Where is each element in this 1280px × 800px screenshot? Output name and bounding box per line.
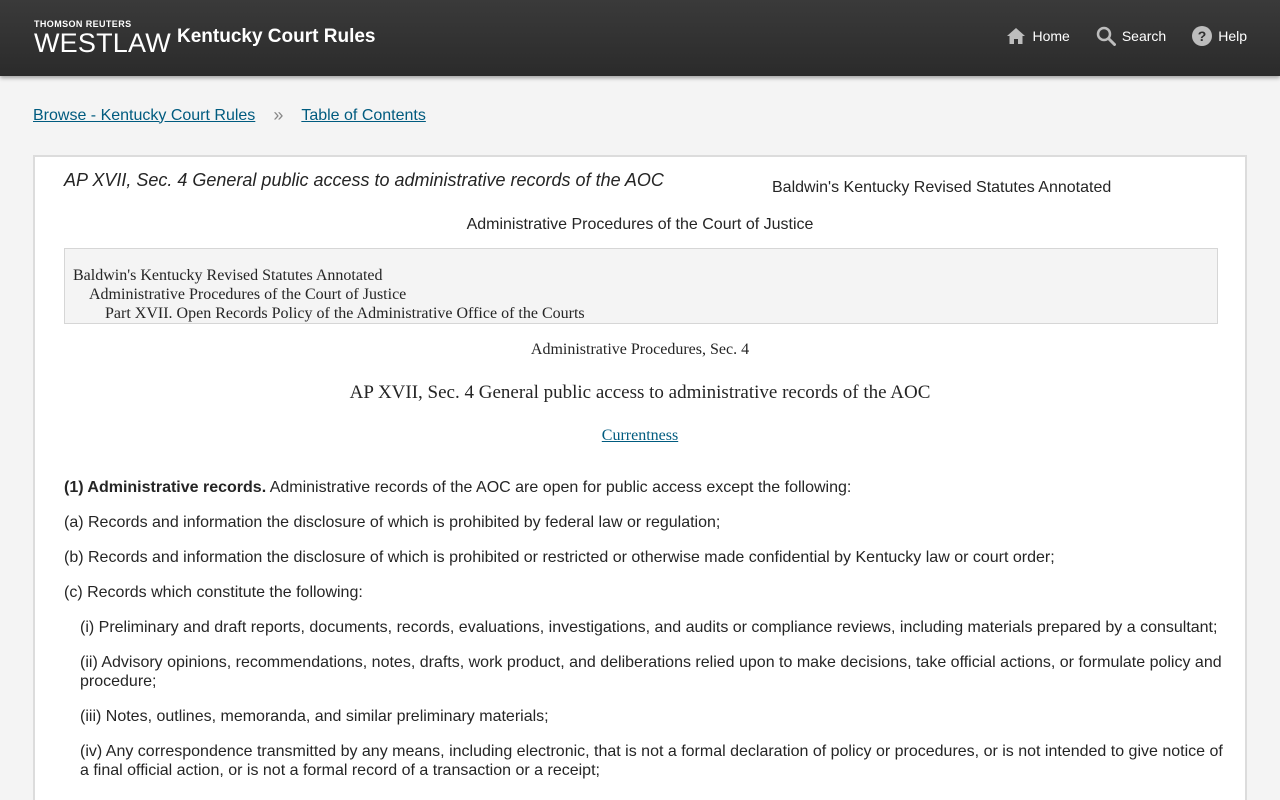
paragraph-c-iii: (iii) Notes, outlines, memoranda, and similar preliminary materials; [80,708,549,725]
breadcrumb [33,105,426,126]
document-hierarchy [64,248,1218,324]
nav-search-button[interactable] [1096,26,1166,46]
help-icon [1192,26,1212,46]
publication-subtitle: Administrative Procedures of the Court of Justice [466,216,814,233]
document-panel [33,155,1247,800]
hierarchy-level-3: Part XVII. Open Records Policy of the Administrative Office of the Courts [105,305,585,322]
paragraph-1 [64,478,1224,497]
hierarchy-level-2: Administrative Procedures of the Court of Justice [89,286,407,303]
nav-home-label: Home [1032,28,1070,44]
document-title: AP XVII, Sec. 4 General public access to administrative records of the AOC [64,170,664,190]
top-header [0,0,1280,76]
svg-text:?: ? [1197,28,1207,44]
citation: Administrative Procedures, Sec. 4 [530,341,750,358]
nav-help-button[interactable] [1192,26,1247,46]
paragraph-c-ii: (ii) Advisory opinions, recommendations, notes, drafts, work product, and deliberations relied upon to make decisions, take official actions, or formulate policy and procedure; [80,654,1222,690]
brand-top: THOMSON REUTERS [34,19,132,29]
nav-search-label: Search [1121,28,1167,44]
brand-main: WESTLAW [34,28,171,58]
app-title: Kentucky Court Rules [177,26,376,47]
rule-body [64,478,1224,796]
publication-name: Baldwin's Kentucky Revised Statutes Annotated [772,179,1112,196]
currentness-link[interactable]: Currentness [601,427,679,444]
search-icon [1096,26,1116,46]
home-icon [1006,27,1026,45]
breadcrumb-browse-link[interactable]: Browse - Kentucky Court Rules [33,106,256,124]
nav-help-label: Help [1218,28,1247,44]
currentness [35,427,1245,445]
hierarchy-level-1: Baldwin's Kentucky Revised Statutes Annotated [73,267,383,284]
paragraph-1-heading: (1) Administrative records. [64,479,267,496]
paragraph-a: (a) Records and information the disclosure of which is prohibited by federal law or regulation; [64,514,721,531]
header-nav [980,26,1247,46]
paragraph-c: (c) Records which constitute the following: [64,584,363,601]
nav-home-button[interactable] [1006,27,1069,45]
paragraph-b: (b) Records and information the disclosure of which is prohibited or restricted or otherwise made confidential by Kentucky law or court order; [64,549,1055,566]
paragraph-c-i: (i) Preliminary and draft reports, documents, records, evaluations, investigations, and audits or compliance reviews, including materials prepared by a consultant; [80,619,1218,636]
breadcrumb-separator: » [273,105,284,125]
paragraph-1-text: Administrative records of the AOC are open for public access except the following: [266,479,852,496]
breadcrumb-toc-link[interactable]: Table of Contents [301,106,426,124]
westlaw-logo[interactable] [34,19,171,57]
rule-title: AP XVII, Sec. 4 General public access to administrative records of the AOC [349,382,931,403]
paragraph-c-iv: (iv) Any correspondence transmitted by any means, including electronic, that is not a formal declaration of policy or procedures, or is not intended to give notice of a final official action, or is not a formal record of a transaction or a receipt; [80,743,1223,779]
